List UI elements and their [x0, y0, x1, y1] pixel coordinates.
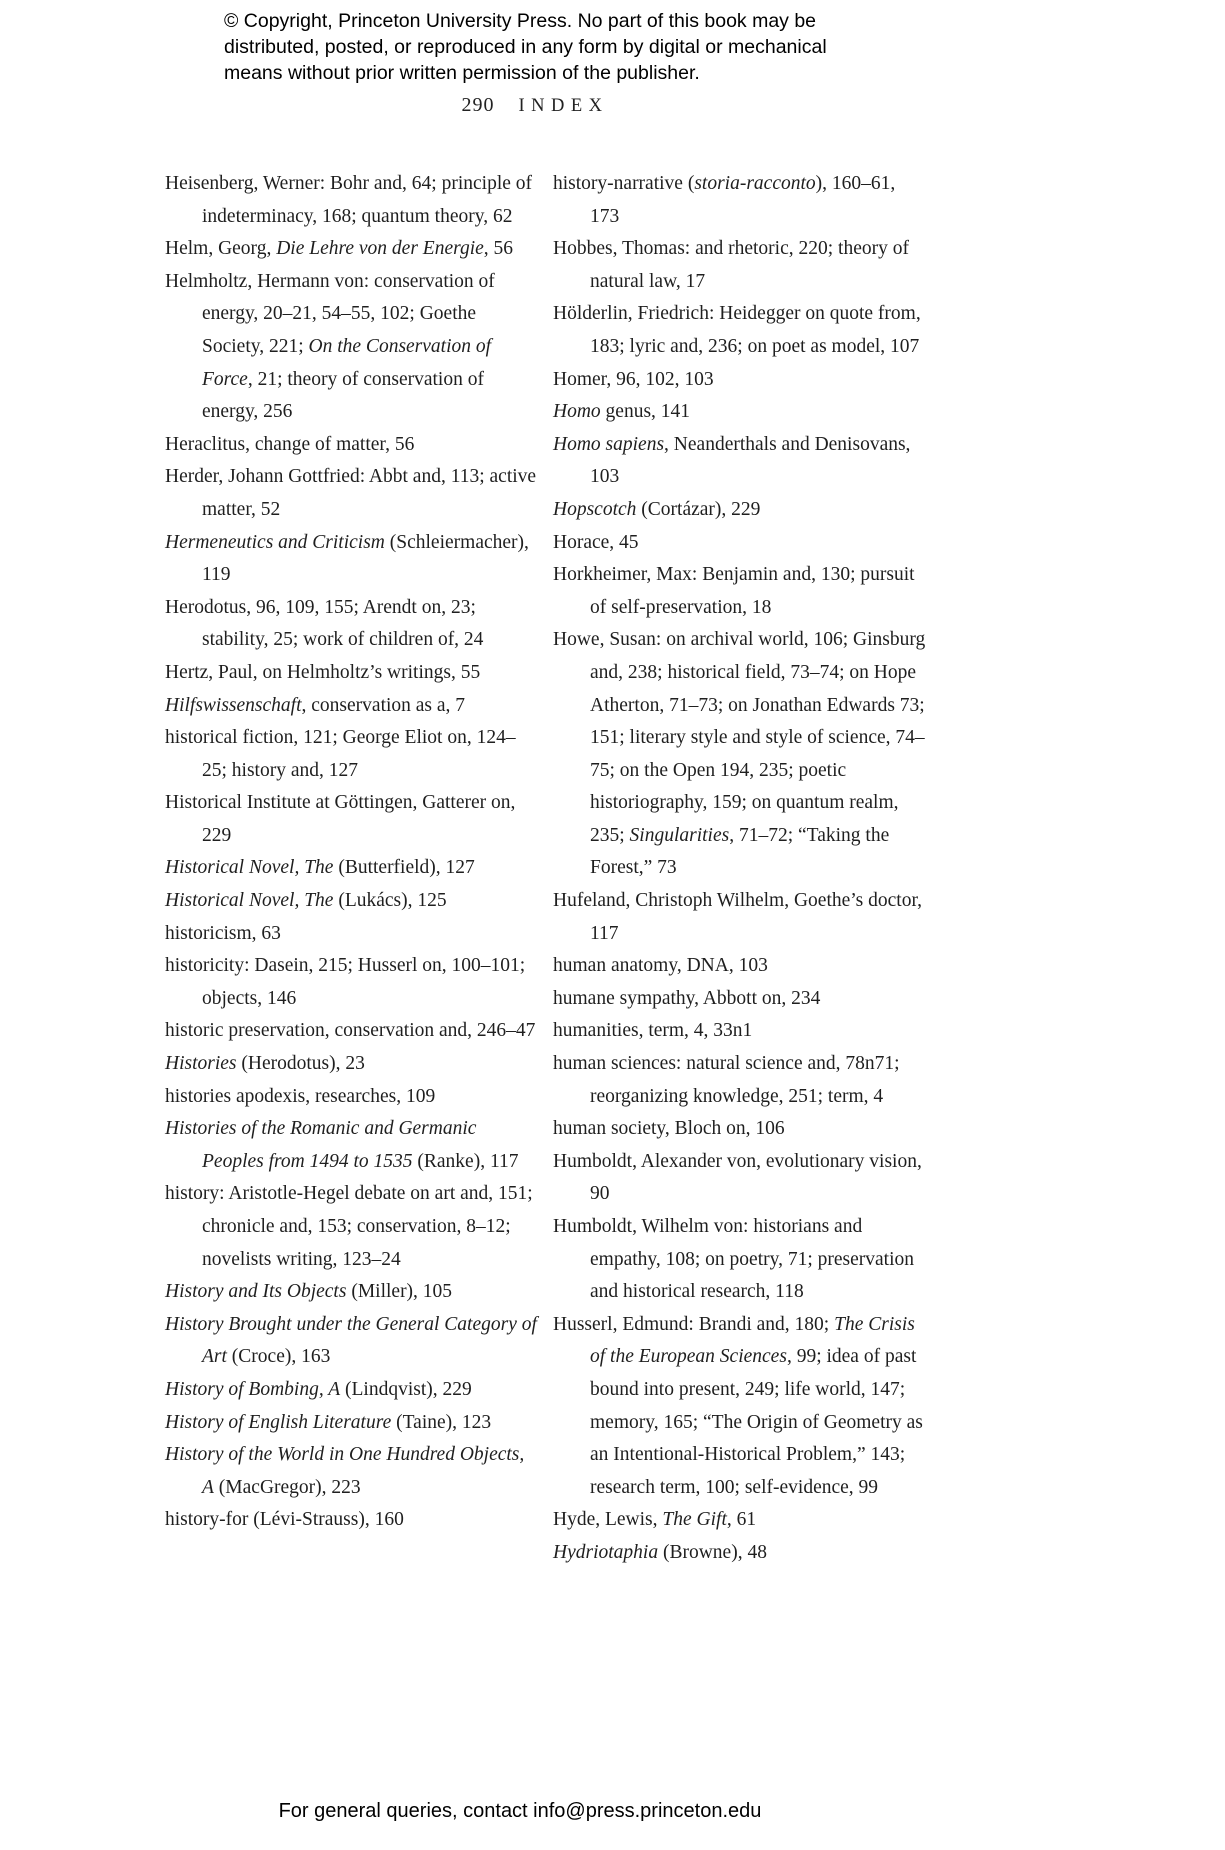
index-entry: historicism, 63 [165, 922, 281, 944]
index-entry: Histories of the Romanic and Germanic Peoples from 1494 to 1535 (Ranke), 117 [165, 1118, 519, 1172]
index-entry: Husserl, Edmund: Brandi and, 180; The Crisis of the European Sciences, 99; idea of past bound into present, 249; life world, 147; memory, 165; “The Origin of Geometry as an Intentional-Historical Problem,” 143; research term, 100; self-evidence, 99 [553, 1313, 923, 1498]
page-header [165, 94, 905, 117]
italic-work-title: History and Its Objects [165, 1281, 347, 1303]
index-column-right [553, 168, 927, 1570]
index-entry: Herder, Johann Gottfried: Abbt and, 113; active matter, 52 [165, 466, 537, 520]
index-entry: History of the World in One Hundred Objects, A (MacGregor), 223 [165, 1444, 525, 1498]
index-entry: History of Bombing, A (Lindqvist), 229 [165, 1378, 472, 1400]
italic-work-title: Historical Novel, The [165, 890, 334, 912]
italic-work-title: storia-racconto [694, 173, 816, 194]
index-entry: historical fiction, 121; George Eliot on, 124–25; history and, 127 [165, 727, 516, 781]
index-entry: histories apodexis, researches, 109 [165, 1085, 436, 1107]
index-entry: Hilfswissenschaft, conservation as a, 7 [165, 694, 466, 716]
italic-work-title: The Gift [662, 1509, 727, 1531]
italic-work-title: History Brought under the General Category of Art [165, 1313, 537, 1368]
italic-work-title: Histories of the Romanic and Germanic Peoples from 1494 to 1535 [165, 1118, 477, 1172]
index-entry: Horace, 45 [553, 531, 639, 553]
index-entry: History and Its Objects (Miller), 105 [165, 1281, 453, 1303]
italic-work-title: History of Bombing, A [165, 1378, 341, 1400]
index-entry: Hobbes, Thomas: and rhetoric, 220; theory of natural law, 17 [553, 238, 909, 292]
italic-work-title: Historical Novel, The [165, 857, 334, 879]
index-title: INDEX [518, 96, 609, 116]
italic-work-title: History of the World in One Hundred Objects, A [165, 1444, 525, 1498]
footer-text: For general queries, contact info@press.princeton.edu [278, 1800, 762, 1822]
italic-work-title: Die Lehre von der Energie [276, 238, 484, 260]
index-entry: human society, Bloch on, 106 [553, 1118, 785, 1140]
page-number: 290 [461, 94, 495, 116]
index-entry: Historical Novel, The (Butterfield), 127 [165, 857, 475, 879]
index-entry: human anatomy, DNA, 103 [553, 955, 768, 977]
italic-work-title: On the Conservation of Force [202, 335, 492, 390]
index-entry: Hyde, Lewis, The Gift, 61 [553, 1509, 757, 1531]
index-entry: History Brought under the General Category of Art (Croce), 163 [165, 1313, 537, 1368]
index-column-left [165, 168, 539, 1537]
copyright-line-2: distributed, posted, or reproduced in any form by digital or mechanical [224, 36, 827, 58]
index-entry: Homo sapiens, Neanderthals and Denisovans, 103 [553, 433, 911, 488]
index-entry: Hertz, Paul, on Helmholtz’s writings, 55 [165, 661, 481, 683]
index-entry: humane sympathy, Abbott on, 234 [553, 987, 821, 1009]
italic-work-title: Hopscotch [553, 498, 637, 520]
italic-work-title: Histories [165, 1053, 237, 1075]
index-entry: Horkheimer, Max: Benjamin and, 130; pursuit of self-preservation, 18 [553, 564, 915, 618]
index-entry: Homer, 96, 102, 103 [553, 368, 714, 390]
index-entry: Heraclitus, change of matter, 56 [165, 433, 415, 455]
copyright-line-3: means without prior written permission of the publisher. [224, 62, 700, 84]
index-entry: historicity: Dasein, 215; Husserl on, 100–101; objects, 146 [165, 955, 526, 1009]
copyright-notice [224, 8, 864, 86]
italic-work-title: Homo [553, 401, 601, 423]
index-entry: Herodotus, 96, 109, 155; Arendt on, 23; stability, 25; work of children of, 24 [165, 596, 484, 651]
index-entry: history: Aristotle-Hegel debate on art and, 151; chronicle and, 153; conservation, 8–12; novelists writing, 123–24 [165, 1183, 533, 1270]
index-entry: Hopscotch (Cortázar), 229 [553, 498, 761, 520]
index-entry: Heisenberg, Werner: Bohr and, 64; principle of indeterminacy, 168; quantum theory, 62 [165, 173, 533, 227]
index-entry: Hydriotaphia (Browne), 48 [553, 1541, 767, 1563]
index-entry: Homo genus, 141 [553, 401, 691, 423]
index-entry: history-narrative (storia-racconto), 160–61, 173 [553, 173, 896, 227]
index-entry: Helm, Georg, Die Lehre von der Energie, 56 [165, 238, 514, 260]
italic-work-title: Hilfswissenschaft [165, 694, 302, 716]
index-entry: Helmholtz, Hermann von: conservation of energy, 20–21, 54–55, 102; Goethe Society, 221; On the Conservation of Force, 21; theory of conservation of energy, 256 [165, 270, 495, 423]
italic-work-title: Homo sapiens [553, 433, 665, 455]
index-entry: human sciences: natural science and, 78n71; reorganizing knowledge, 251; term, 4 [553, 1053, 900, 1107]
index-entry: Historical Institute at Göttingen, Gatterer on, 229 [165, 792, 516, 846]
copyright-line-1: © Copyright, Princeton University Press. No part of this book may be [224, 10, 817, 32]
index-entry: Humboldt, Alexander von, evolutionary vision, 90 [553, 1150, 922, 1205]
index-entry: Humboldt, Wilhelm von: historians and empathy, 108; on poetry, 71; preservation and historical research, 118 [553, 1216, 915, 1303]
index-entry: humanities, term, 4, 33n1 [553, 1020, 753, 1042]
index-entry: Hufeland, Christoph Wilhelm, Goethe’s doctor, 117 [553, 890, 923, 944]
index-entry: historic preservation, conservation and, 246–47 [165, 1020, 536, 1042]
italic-work-title: Singularities [629, 824, 730, 846]
index-entry: Howe, Susan: on archival world, 106; Ginsburg and, 238; historical field, 73–74; on Hope Atherton, 71–73; on Jonathan Edwards 73; 151; literary style and style of science, 74–75; on the Open 194, 235; poetic historiography, 159; on quantum realm, 235; Singularities, 71–72; “Taking the Forest,” 73 [553, 629, 926, 879]
footer-queries [150, 1800, 890, 1823]
italic-work-title: Hermeneutics and Criticism [165, 531, 385, 553]
index-entry: history-for (Lévi-Strauss), 160 [165, 1509, 404, 1531]
index-entry: History of English Literature (Taine), 123 [165, 1411, 492, 1433]
italic-work-title: Hydriotaphia [553, 1541, 659, 1563]
index-entry: Hölderlin, Friedrich: Heidegger on quote from, 183; lyric and, 236; on poet as model, 107 [553, 303, 921, 357]
index-entry: Historical Novel, The (Lukács), 125 [165, 890, 447, 912]
index-entry: Histories (Herodotus), 23 [165, 1053, 365, 1075]
italic-work-title: The Crisis of the European Sciences [590, 1313, 915, 1368]
italic-work-title: History of English Literature [165, 1411, 392, 1433]
index-entry: Hermeneutics and Criticism (Schleiermacher), 119 [165, 531, 529, 586]
